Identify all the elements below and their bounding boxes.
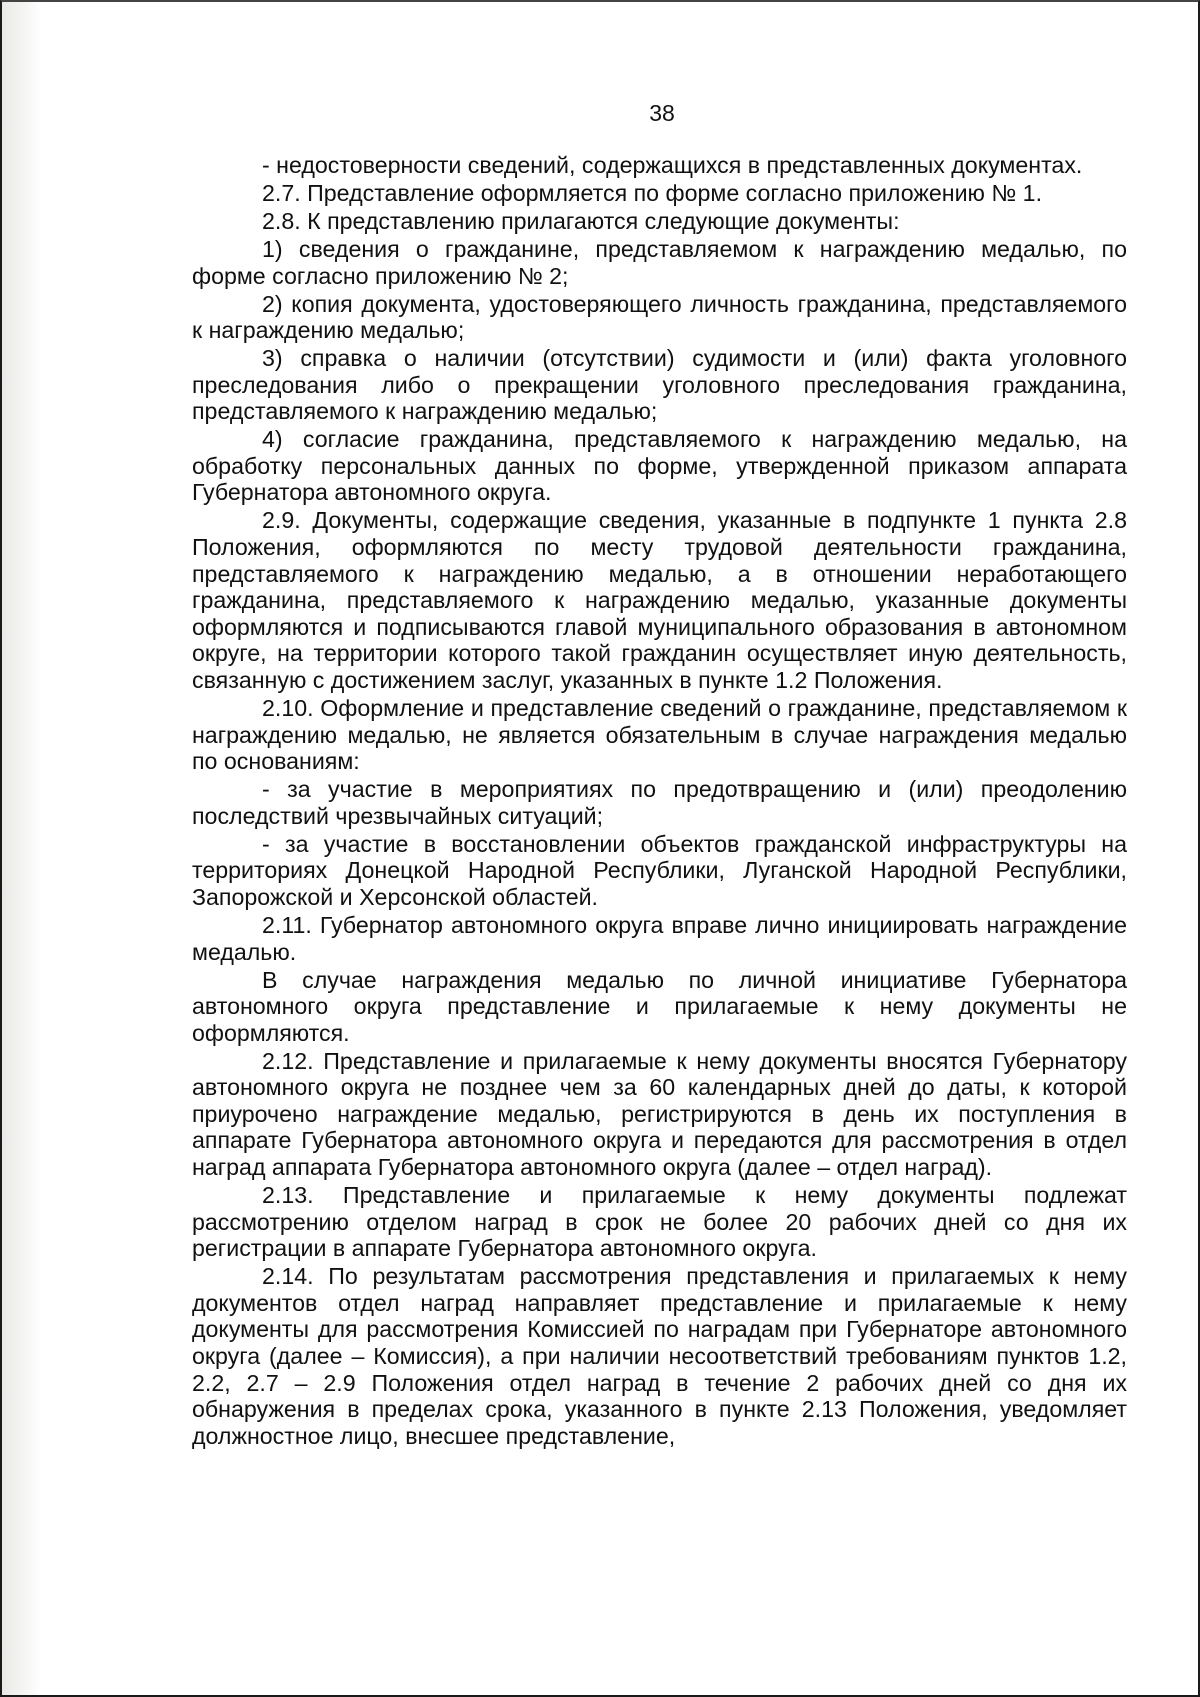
document-body: [192, 152, 1127, 1451]
paragraph-2-9: 2.9. Документы, содержащие сведения, указанные в подпункте 1 пункта 2.8 Положения, оформляются по месту трудовой деятельности гражданина, представляемого к награждению медалью, а в отношении неработающего гражданина, представляемого к награждению медалью, указанные документы оформляются и подписываются главой муниципального образования в автономном округе, на территории которого такой гражданин осуществляет иную деятельность, связанную с достижением заслуг, указанных в пункте 1.2 Положения.: [192, 507, 1127, 694]
paragraph-2-10: 2.10. Оформление и представление сведений о гражданине, представляемом к награждению медалью, не является обязательным в случае награждения медалью по основаниям:: [192, 695, 1127, 775]
paragraph-2-10-item-2: - за участие в восстановлении объектов гражданской инфраструктуры на территориях Донецкой Народной Республики, Луганской Народной Республики, Запорожской и Херсонской областей.: [192, 830, 1127, 910]
paragraph-2-8-item-3: 3) справка о наличии (отсутствии) судимости и (или) факта уголовного преследования либо о прекращении уголовного преследования гражданина, представляемого к награждению медалью;: [192, 345, 1127, 425]
paragraph-2-13: 2.13. Представление и прилагаемые к нему документы подлежат рассмотрению отделом наград в срок не более 20 рабочих дней со дня их регистрации в аппарате Губернатора автономного округа.: [192, 1182, 1127, 1262]
paragraph-2-14: 2.14. По результатам рассмотрения представления и прилагаемых к нему документов отдел наград направляет представление и прилагаемые к нему документы для рассмотрения Комиссией по наградам при Губернаторе автономного округа (далее – Комиссия), а при наличии несоответствий требованиям пунктов 1.2, 2.2, 2.7 – 2.9 Положения отдел наград в течение 2 рабочих дней со дня их обнаружения в пределах срока, указанного в пункте 2.13 Положения, уведомляет должностное лицо, внесшее представление,: [192, 1263, 1127, 1449]
paragraph-2-12: 2.12. Представление и прилагаемые к нему документы вносятся Губернатору автономного округа не позднее чем за 60 календарных дней до даты, к которой приурочено награждение медалью, регистрируются в день их поступления в аппарате Губернатора автономного округа и передаются для рассмотрения в отдел наград аппарата Губернатора автономного округа (далее – отдел наград).: [192, 1047, 1127, 1181]
paragraph-2-11-continuation: В случае награждения медалью по личной инициативе Губернатора автономного округа представление и прилагаемые к нему документы не оформляются.: [192, 966, 1127, 1046]
paragraph-clause-continuation: - недостоверности сведений, содержащихся в представленных документах.: [262, 152, 1083, 178]
paragraph-2-8-item-2: 2) копия документа, удостоверяющего личность гражданина, представляемого к награждению медалью;: [192, 290, 1127, 344]
paragraph-2-8-item-4: 4) согласие гражданина, представляемого к награждению медалью, на обработку персональных данных по форме, утвержденной приказом аппарата Губернатора автономного округа.: [192, 426, 1127, 506]
paragraph-2-11: 2.11. Губернатор автономного округа вправе лично инициировать награждение медалью.: [192, 911, 1127, 965]
scan-edge-shadow: [2, 2, 42, 1695]
paragraph-2-8-item-1: 1) сведения о гражданине, представляемом к награждению медалью, по форме согласно приложению № 2;: [192, 235, 1127, 289]
paragraph-2-10-item-1: - за участие в мероприятиях по предотвращению и (или) преодолению последствий чрезвычайных ситуаций;: [192, 776, 1127, 829]
paragraph-2-8: 2.8. К представлению прилагаются следующие документы:: [262, 207, 900, 234]
page-number: 38: [649, 100, 675, 126]
paragraph-2-7: 2.7. Представление оформляется по форме согласно приложению № 1.: [262, 179, 1043, 206]
